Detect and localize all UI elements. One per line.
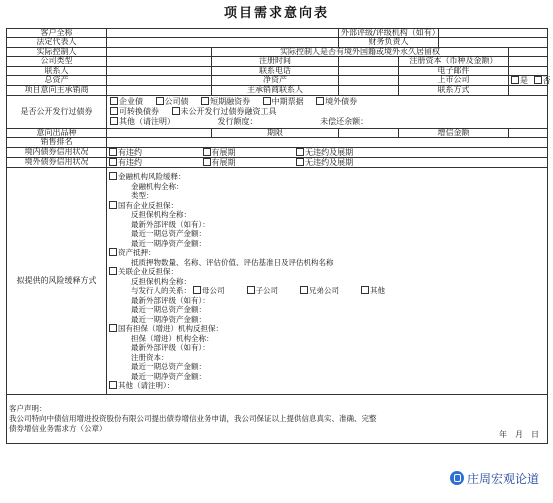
domestic-none-checkbox[interactable] [296, 148, 304, 156]
issued-opt-0-checkbox[interactable] [110, 97, 118, 105]
label-controller: 实际控制人 [7, 47, 107, 56]
issued-balance-label: 未偿还余额： [320, 116, 369, 126]
issued-opt-5-checkbox[interactable] [110, 107, 118, 115]
risk-option-checkbox[interactable] [109, 172, 117, 180]
label-company-type: 公司类型 [7, 57, 107, 66]
risk-line: 其他（请注明）： [109, 381, 545, 391]
domestic-options: 有违约 有展期 无违约及展期 [107, 147, 548, 157]
field-net-assets[interactable] [339, 75, 399, 85]
label-reg-time: 注册时间 [212, 57, 339, 66]
risk-line: 资产抵押： [109, 248, 545, 258]
declaration-date: 年 月 日 [499, 430, 540, 440]
field-underwriter[interactable] [107, 86, 212, 95]
field-rating[interactable] [439, 29, 548, 38]
field-client-name[interactable] [107, 29, 339, 38]
label-issued-bonds: 是否公开发行过债券 [7, 95, 107, 128]
label-listed: 上市公司 [399, 75, 509, 85]
issued-amount-label: 发行额度： [217, 116, 258, 126]
label-rating: 外部评级/评级机构（如有） [339, 29, 439, 38]
label-domestic-credit: 境内债券信用状况 [7, 147, 107, 157]
risk-line: 最近一期净资产金额： [131, 238, 206, 248]
field-legal-rep[interactable] [107, 38, 339, 47]
issued-opt-4-checkbox[interactable] [316, 97, 324, 105]
risk-line: 金融机构风险缓释： [109, 172, 545, 182]
label-contact-method: 联系方式 [399, 86, 509, 95]
overseas-extension-checkbox[interactable] [203, 158, 211, 166]
label-legal-rep: 法定代表人 [7, 38, 107, 47]
label-term: 期限 [212, 128, 339, 137]
risk-option-checkbox[interactable] [109, 201, 117, 209]
domestic-extension-checkbox[interactable] [203, 148, 211, 156]
field-credit-amount[interactable] [509, 128, 548, 137]
field-underwriter-contact[interactable] [339, 86, 399, 95]
issued-opt-3-checkbox[interactable] [263, 97, 271, 105]
customer-declaration [7, 395, 548, 444]
relation-checkbox[interactable] [193, 286, 201, 294]
risk-line: 反担保机构全称： [131, 210, 191, 220]
field-intent-product[interactable] [107, 128, 212, 137]
listed-yes-checkbox[interactable] [511, 76, 519, 84]
risk-line: 担保（增进）机构全称： [131, 333, 214, 343]
field-term[interactable] [339, 128, 399, 137]
risk-mitigation-options [107, 168, 548, 395]
declaration-body: 我公司特向中债信用增进投资股份有限公司提出债券增信业务申请，我公司保证以上提供信息真实、准确、完整 [9, 414, 377, 424]
declaration-head: 客户声明： [9, 404, 47, 414]
issued-opt-2-checkbox[interactable] [201, 97, 209, 105]
label-email: 电子邮件 [399, 66, 509, 75]
risk-line: 最新外部评级（如有）： [131, 343, 210, 353]
declaration-tail: 债券增信业务需求方（公章） [9, 424, 107, 434]
field-sales-ranking[interactable] [107, 138, 548, 147]
watermark [450, 470, 539, 487]
field-contact[interactable] [107, 66, 212, 75]
issued-options: 企业债 公司债 短期融资券 中期票据 境外债券 可转换债券 未公开发行过债券融资工具 其他（请注明） 发行额度： 未偿还余额： [107, 95, 548, 128]
relation-checkbox[interactable] [300, 286, 308, 294]
field-email[interactable] [509, 66, 548, 75]
label-sales-ranking: 销售排名 [7, 138, 107, 147]
field-total-assets[interactable] [107, 75, 212, 85]
risk-line: 最近一期总资产金额： [131, 305, 206, 315]
risk-line: 金融机构全称： [131, 181, 184, 191]
field-reg-time[interactable] [339, 57, 399, 66]
label-phone: 联系电话 [212, 66, 339, 75]
risk-option-checkbox[interactable] [109, 381, 117, 389]
risk-line: 国有担保（增进）机构反担保： [109, 324, 545, 334]
label-client-name: 客户全称 [7, 29, 107, 38]
issued-opt-1-checkbox[interactable] [156, 97, 164, 105]
label-foreign-residency: 实际控制人是否有境外国籍或境外永久居留权 [212, 47, 509, 56]
form-title: 项目需求意向表 [223, 6, 329, 21]
risk-line: 关联企业反担保： [109, 267, 545, 277]
field-company-type[interactable] [107, 57, 212, 66]
field-contact-method[interactable] [509, 86, 548, 95]
field-foreign-residency[interactable] [509, 47, 548, 56]
relation-checkbox[interactable] [361, 286, 369, 294]
overseas-options: 有违约 有展期 无违约及展期 [107, 157, 548, 167]
risk-line: 反担保机构全称： [131, 276, 191, 286]
risk-option-checkbox[interactable] [109, 267, 117, 275]
risk-line: 抵质押物数量、名称、评估价值、评估基准日及评估机构名称 [131, 257, 334, 267]
label-underwriter: 项目意向主承销商 [7, 86, 107, 95]
risk-option-checkbox[interactable] [109, 248, 117, 256]
watermark-text: 庄周宏观论道 [466, 472, 539, 486]
field-phone[interactable] [339, 66, 399, 75]
field-controller[interactable] [107, 47, 212, 56]
label-reg-capital: 注册资本（币种及金额） [399, 57, 509, 66]
risk-option-checkbox[interactable] [109, 324, 117, 332]
overseas-none-checkbox[interactable] [296, 158, 304, 166]
listed-options: 是 否 [509, 75, 548, 85]
label-intent-product: 意向出品种 [7, 128, 107, 137]
overseas-default-checkbox[interactable] [109, 158, 117, 166]
label-risk-mitigation: 拟提供的风险缓释方式 [7, 168, 107, 395]
label-net-assets: 净资产 [212, 75, 339, 85]
label-underwriter-contact: 主承销商联系人 [212, 86, 339, 95]
risk-line: 最近一期总资产金额： [131, 362, 206, 372]
label-credit-amount: 增信金额 [399, 128, 509, 137]
risk-line: 最新外部评级（如有）： [131, 219, 210, 229]
risk-line: 最近一期净资产金额： [131, 371, 206, 381]
label-total-assets: 总资产 [7, 75, 107, 85]
wechat-channel-icon [450, 471, 464, 485]
field-finance-head[interactable] [439, 38, 548, 47]
issued-opt-6-checkbox[interactable] [172, 107, 180, 115]
label-finance-head: 财务负责人 [339, 38, 439, 47]
risk-line: 与发行人的关系： 母公司 子公司 兄弟公司 其他 [131, 286, 385, 296]
field-reg-capital[interactable] [509, 57, 548, 66]
risk-line: 最新外部评级（如有）： [131, 295, 210, 305]
risk-line: 类型： [131, 191, 154, 201]
demand-form-table [6, 28, 551, 444]
listed-no-checkbox[interactable] [534, 76, 542, 84]
label-contact: 联系人 [7, 66, 107, 75]
risk-line: 国有企业反担保： [109, 201, 545, 211]
issued-opt-7-checkbox[interactable] [110, 117, 118, 125]
relation-checkbox[interactable] [247, 286, 255, 294]
domestic-default-checkbox[interactable] [109, 148, 117, 156]
risk-line: 注册资本： [131, 352, 169, 362]
risk-line: 最近一期净资产金额： [131, 314, 206, 324]
risk-line: 最近一期总资产金额： [131, 229, 206, 239]
label-overseas-credit: 境外债券信用状况 [7, 157, 107, 167]
